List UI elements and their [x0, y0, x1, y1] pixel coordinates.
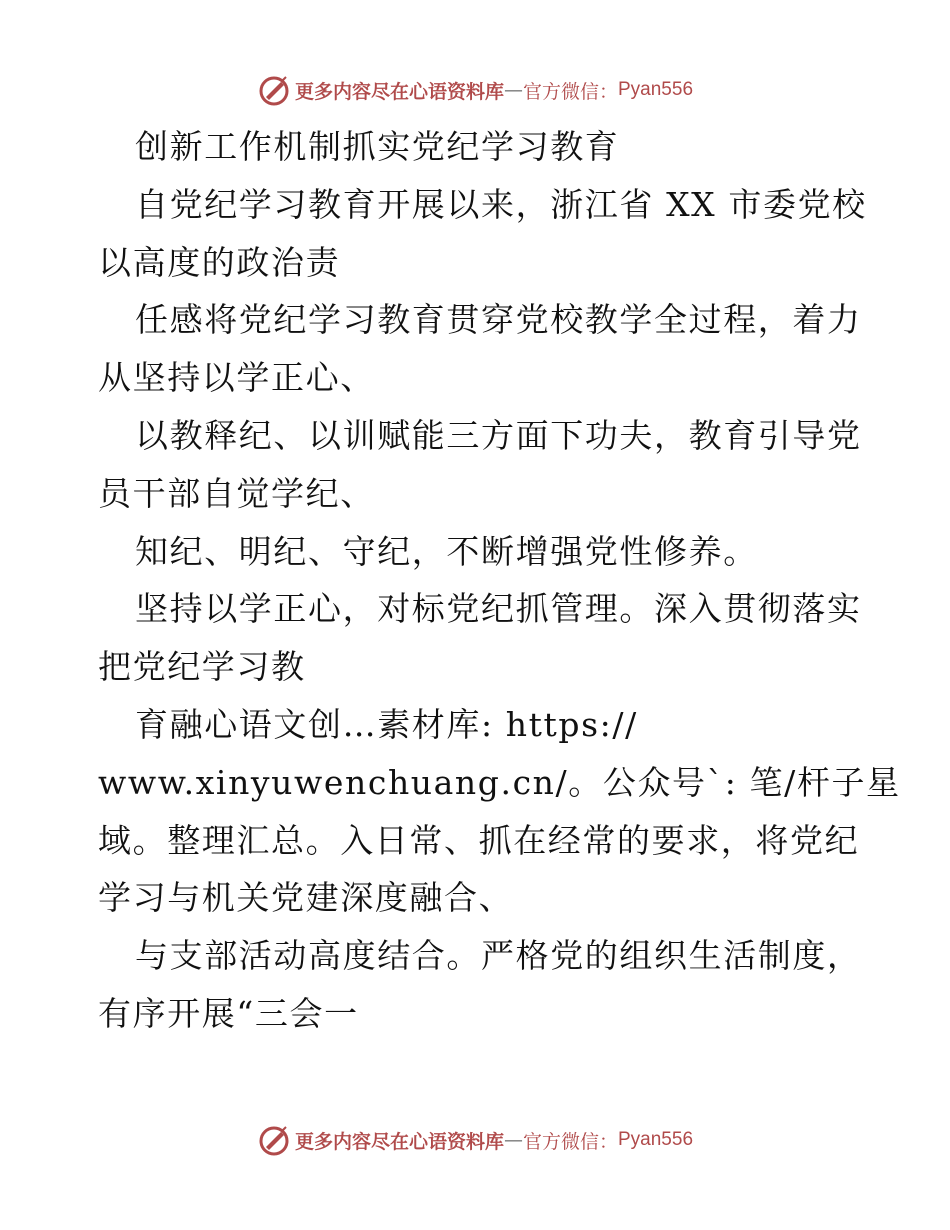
- document-body: [98, 118, 901, 1043]
- paragraph-line: 把党纪学习教: [98, 647, 306, 687]
- paragraph-line: 学习与机关党建深度融合、: [98, 878, 514, 918]
- logo-icon: [257, 73, 291, 107]
- banner-slogan: 更多内容尽在心语资料库: [294, 80, 504, 103]
- banner-separator: —: [503, 79, 523, 101]
- banner-separator: —: [503, 1129, 523, 1151]
- banner-wechat-id: Pyan556: [618, 79, 694, 100]
- paragraph-line: 坚持以学正心，对标党纪抓管理。深入贯彻落实: [135, 589, 862, 629]
- paragraph-line: 任感将党纪学习教育贯穿党校教学全过程，着力: [135, 300, 862, 340]
- paragraph-line: 自党纪学习教育开展以来，浙江省 XX 市委党校: [135, 184, 867, 224]
- banner-wechat-label: 官方微信：: [522, 1130, 618, 1153]
- paragraph-line: 从坚持以学正心、: [98, 358, 375, 398]
- paragraph-line: 域。整理汇总。入日常、抓在经常的要求，将党纪: [98, 820, 860, 860]
- doc-title: 创新工作机制抓实党纪学习教育: [135, 127, 620, 166]
- paragraph-line: 以教释纪、以训赋能三方面下功夫，教育引导党: [135, 415, 862, 455]
- header-banner: [0, 70, 950, 110]
- paragraph-line: 与支部活动高度结合。严格党的组织生活制度，: [135, 936, 862, 976]
- banner-slogan: 更多内容尽在心语资料库: [294, 1130, 504, 1153]
- paragraph-line: 知纪、明纪、守纪，不断增强党性修养。: [135, 531, 758, 571]
- logo-icon: [257, 1123, 291, 1157]
- banner-wechat-label: 官方微信：: [522, 80, 618, 103]
- banner-wechat-id: Pyan556: [618, 1129, 694, 1150]
- paragraph-line: 育融心语文创…素材库: https://: [135, 704, 638, 744]
- paragraph-line: www.xinyuwenchuang.cn/。公众号`: 笔/杆子星: [98, 762, 901, 802]
- paragraph-line: 员干部自觉学纪、: [98, 473, 375, 513]
- paragraph-line: 有序开展“三会一: [98, 993, 359, 1033]
- paragraph-line: 以高度的政治责: [98, 242, 341, 282]
- footer-banner: [0, 1120, 950, 1160]
